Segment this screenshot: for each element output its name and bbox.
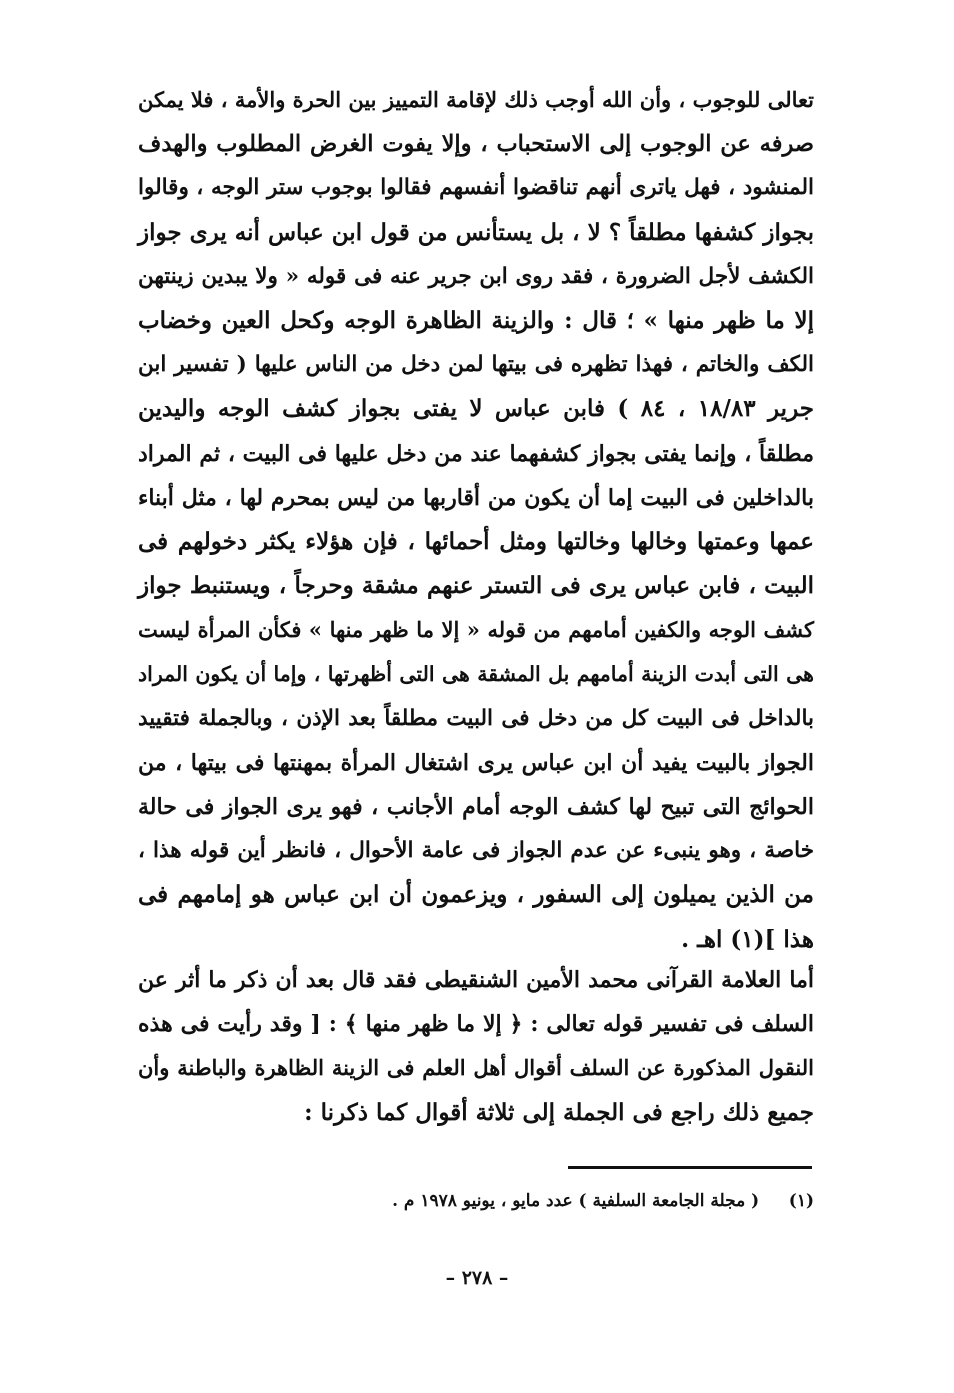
text-line: الكشف لأجل الضرورة ، فقد روى ابن جرير عنه فى قوله « ولا يبدين زينتهن [138,263,814,289]
text-line: تعالى للوجوب ، وأن الله أوجب ذلك لإقامة التمييز بين الحرة والأمة ، فلا يمكن [138,87,814,112]
text-line: المنشود ، فهل ياترى أنهم تناقضوا أنفسهم فقالوا بوجوب ستر الوجه ، وقالوا [138,175,814,201]
text-line: هى التى أبدت الزينة أمامهم بل المشقة هى التى أظهرتها ، وإما أن يكون المراد [138,662,814,687]
footnote-text: ( مجلة الجامعة السلفية ) عدد مايو ، يونيو ١٩٧٨ م . [392,1191,760,1211]
footnote-marker: (١) [788,1191,814,1211]
paragraph-2 [138,958,814,1135]
footnote [300,1184,814,1218]
text-line: خاصة ، وهو ينبىء عن عدم الجواز فى عامة الأحوال ، فانظر أين قوله هذا ، [138,838,814,864]
text-line: كشف الوجه والكفين أمامهم من قوله « إلا ما ظهر منها » فكأن المرأة ليست [138,617,814,643]
text-line: الكف والخاتم ، فهذا تظهره فى بيتها لمن دخل من الناس عليها ( تفسير ابن [138,352,814,378]
text-line: النقول المذكورة عن السلف أقوال أهل العلم فى الزينة الظاهرة والباطنة وأن [138,1055,814,1081]
text-line: جميع ذلك راجع فى الجملة إلى ثلاثة أقوال كما ذكرنا : [304,1098,814,1126]
text-line: من الذين يميلون إلى السفور ، ويزعمون أن ابن عباس هو إمامهم فى [138,881,814,909]
page-number: – ٢٧٨ – [445,1267,509,1289]
text-line: أما العلامة القرآنى محمد الأمين الشنقيطى فقد قال بعد أن ذكر ما أثر عن [138,967,814,993]
text-line: عمها وعمتها وخالها وخالتها ومثل أحمائها ، فإن هؤلاء يكثر دخولهم فى [138,527,814,555]
text-line: إلا ما ظهر منها » ؛ قال : والزينة الظاهرة الوجه وكحل العين وخضاب [138,306,814,334]
footnote-separator [568,1166,812,1169]
text-line: صرفه عن الوجوب إلى الاستحباب ، وإلا يفوت الغرض المطلوب والهدف [138,131,814,158]
text-line: بالداخل فى البيت كل من دخل فى البيت مطلقاً بعد الإذن ، وبالجملة فتقييد [138,705,814,731]
text-line: الحوائج التى تبيح لها كشف الوجه أمام الأجانب ، فهو يرى الجواز فى حالة [138,794,814,820]
paragraph-1 [138,78,814,962]
text-line: هذا ](١) اهـ . [681,925,814,953]
text-line: بالداخلين فى البيت إما أن يكون من أقاربها من ليس بمحرم لها ، مثل أبناء [138,484,814,511]
text-line: السلف فى تفسير قوله تعالى : ﴿ إلا ما ظهر منها ﴾ : [ وقد رأيت فى هذه [138,1011,814,1038]
text-line: بجواز كشفها مطلقاً ؟ لا ، بل يستأنس من قول ابن عباس أنه يرى جواز [138,218,814,246]
text-line: الجواز بالبيت يفيد أن ابن عباس يرى اشتغال المرأة بمهنتها فى بيتها ، من [138,749,814,776]
text-line: مطلقاً ، وإنما يفتى بجواز كشفهما عند من دخل عليها فى البيت ، ثم المراد [138,440,814,467]
text-line: جرير ١٨/٨٣ ، ٨٤ ) فابن عباس لا يفتى بجواز كشف الوجه واليدين [138,395,814,423]
text-line: البيت ، فابن عباس يرى فى التستر عنهم مشقة وحرجاً ، ويستنبط جواز [138,572,814,600]
